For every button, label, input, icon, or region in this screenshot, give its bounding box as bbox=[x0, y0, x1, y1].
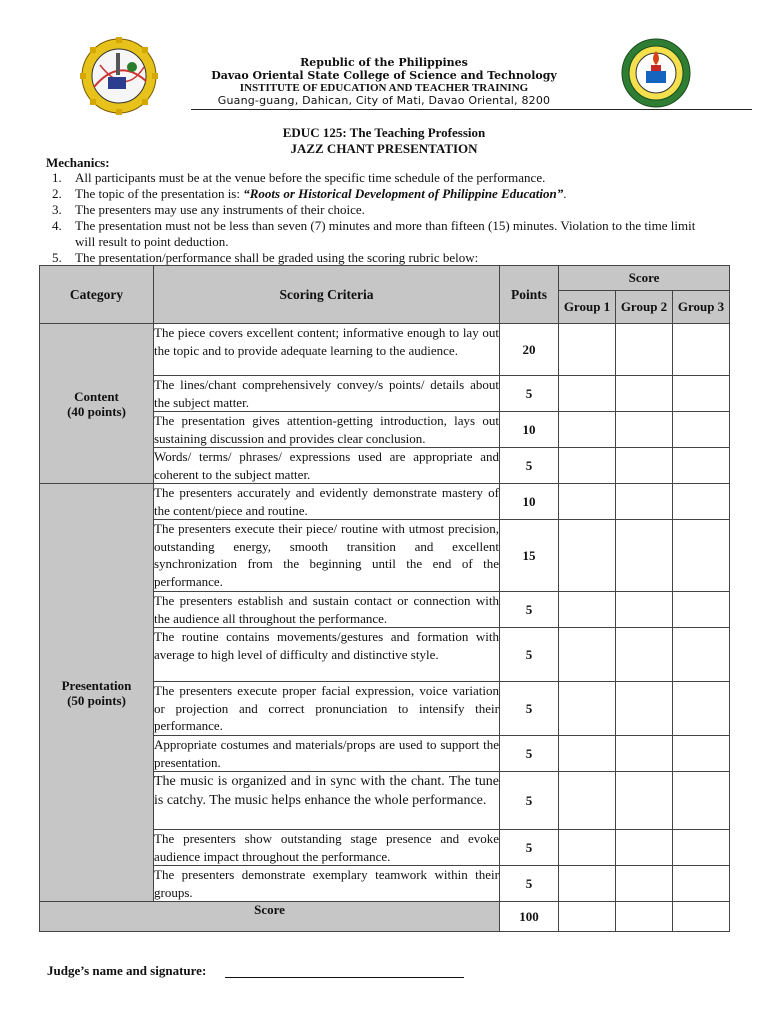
group-2-score-cell[interactable] bbox=[616, 682, 673, 736]
group-2-score-cell[interactable] bbox=[616, 866, 673, 902]
mechanics-item: 1. All participants must be at the venue before the specific time schedule of the performance. bbox=[52, 170, 546, 185]
group-1-score-cell[interactable] bbox=[559, 866, 616, 902]
criteria-cell: The presenters execute their piece/ routine with utmost precision, outstanding energy, smooth transition and excellent synchronization from the beginning until the end of the performance. bbox=[154, 520, 500, 592]
group-1-score-cell[interactable] bbox=[559, 520, 616, 592]
group-2-score-cell[interactable] bbox=[616, 736, 673, 772]
mechanics-heading: Mechanics: bbox=[46, 155, 110, 170]
category-header: Category bbox=[40, 266, 154, 324]
header-rule bbox=[191, 109, 752, 110]
mechanics-list bbox=[46, 170, 706, 266]
group-2-score-cell[interactable] bbox=[616, 324, 673, 376]
criteria-cell: The presenters show outstanding stage presence and evoke audience impact throughout the performance. bbox=[154, 831, 499, 864]
group-3-header: Group 3 bbox=[673, 291, 730, 324]
group-1-score-cell[interactable] bbox=[559, 772, 616, 830]
scoring-rubric-table bbox=[39, 265, 730, 932]
points-header: Points bbox=[500, 266, 559, 324]
group-2-score-cell[interactable] bbox=[616, 592, 673, 628]
group-2-score-cell[interactable] bbox=[616, 772, 673, 830]
signature-line[interactable] bbox=[225, 977, 464, 978]
points-cell: 5 bbox=[500, 830, 559, 866]
group-2-score-cell[interactable] bbox=[616, 520, 673, 592]
group-1-score-cell[interactable] bbox=[559, 376, 616, 412]
group-3-score-cell[interactable] bbox=[673, 830, 730, 866]
points-cell: 5 bbox=[500, 682, 559, 736]
group-3-score-cell[interactable] bbox=[673, 484, 730, 520]
group-1-score-cell[interactable] bbox=[559, 412, 616, 448]
criteria-cell: The presenters accurately and evidently demonstrate mastery of the content/piece and routine. bbox=[154, 485, 499, 518]
criteria-cell: The routine contains movements/gestures and formation with average to high level of difficulty and distinctive style. bbox=[154, 628, 500, 682]
group-3-score-cell[interactable] bbox=[673, 412, 730, 448]
points-cell: 5 bbox=[500, 376, 559, 412]
course-title: EDUC 125: The Teaching Profession bbox=[282, 125, 486, 140]
criteria-cell: The presentation gives attention-getting introduction, lays out sustaining discussion and provides clear conclusion. bbox=[154, 413, 499, 446]
group-3-score-cell[interactable] bbox=[673, 736, 730, 772]
criteria-cell: The presenters establish and sustain contact or connection with the audience all throughout the performance. bbox=[154, 593, 499, 626]
group-3-total-cell[interactable] bbox=[673, 902, 730, 932]
group-1-score-cell[interactable] bbox=[559, 484, 616, 520]
criteria-cell: Appropriate costumes and materials/props are used to support the presentation. bbox=[154, 737, 499, 770]
criteria-cell: The lines/chant comprehensively convey/s points/ details about the subject matter. bbox=[154, 377, 499, 410]
content-category: Content (40 points) bbox=[40, 324, 154, 484]
total-score-label: Score bbox=[40, 902, 500, 932]
criteria-cell: Words/ terms/ phrases/ expressions used are appropriate and coherent to the subject matter. bbox=[154, 449, 499, 482]
group-2-score-cell[interactable] bbox=[616, 412, 673, 448]
total-points-cell: 100 bbox=[500, 902, 559, 932]
group-3-score-cell[interactable] bbox=[673, 448, 730, 484]
institute-seal-icon bbox=[620, 37, 692, 109]
criteria-header: Scoring Criteria bbox=[154, 266, 500, 324]
group-3-score-cell[interactable] bbox=[673, 376, 730, 412]
group-1-score-cell[interactable] bbox=[559, 830, 616, 866]
points-cell: 5 bbox=[500, 866, 559, 902]
group-2-header: Group 2 bbox=[616, 291, 673, 324]
mechanics-item: 4. The presentation must not be less than seven (7) minutes and more than fifteen (15) minutes. Violation to the time limit will result to point deduction. bbox=[52, 218, 696, 249]
criteria-cell: The music is organized and in sync with the chant. The tune is catchy. The music helps enhance the whole performance. bbox=[154, 772, 500, 830]
mechanics-item: 2. The topic of the presentation is: “Roots or Historical Development of Philippine Education”. bbox=[52, 186, 567, 201]
group-3-score-cell[interactable] bbox=[673, 592, 730, 628]
group-3-score-cell[interactable] bbox=[673, 520, 730, 592]
group-2-score-cell[interactable] bbox=[616, 448, 673, 484]
college-name: Davao Oriental State College of Science and Technology bbox=[211, 68, 557, 82]
points-cell: 5 bbox=[500, 592, 559, 628]
group-1-score-cell[interactable] bbox=[559, 592, 616, 628]
points-cell: 15 bbox=[500, 520, 559, 592]
score-header: Score bbox=[559, 266, 730, 291]
points-cell: 20 bbox=[500, 324, 559, 376]
group-2-score-cell[interactable] bbox=[616, 484, 673, 520]
group-2-score-cell[interactable] bbox=[616, 376, 673, 412]
criteria-cell: The piece covers excellent content; informative enough to lay out the topic and to provide adequate learning to the audience. bbox=[154, 324, 500, 376]
institution-header bbox=[190, 57, 578, 107]
institute-name: INSTITUTE OF EDUCATION AND TEACHER TRAINING bbox=[239, 82, 529, 94]
group-3-score-cell[interactable] bbox=[673, 866, 730, 902]
group-1-score-cell[interactable] bbox=[559, 682, 616, 736]
points-cell: 10 bbox=[500, 412, 559, 448]
group-1-header: Group 1 bbox=[559, 291, 616, 324]
mechanics-item: 5. The presentation/performance shall be graded using the scoring rubric below: bbox=[52, 250, 479, 265]
group-3-score-cell[interactable] bbox=[673, 682, 730, 736]
group-2-score-cell[interactable] bbox=[616, 628, 673, 682]
group-3-score-cell[interactable] bbox=[673, 628, 730, 682]
address: Guang-guang, Dahican, City of Mati, Davao Oriental, 8200 bbox=[217, 93, 551, 107]
group-2-score-cell[interactable] bbox=[616, 830, 673, 866]
judge-signature-label: Judge’s name and signature: bbox=[47, 963, 207, 978]
points-cell: 5 bbox=[500, 772, 559, 830]
document-title: JAZZ CHANT PRESENTATION bbox=[290, 141, 478, 156]
criteria-cell: The presenters execute proper facial expression, voice variation or projection and correct pronunciation to intensify their performance. bbox=[154, 682, 500, 736]
group-3-score-cell[interactable] bbox=[673, 772, 730, 830]
points-cell: 5 bbox=[500, 448, 559, 484]
mechanics-item: 3. The presenters may use any instruments of their choice. bbox=[52, 202, 365, 217]
points-cell: 5 bbox=[500, 628, 559, 682]
presentation-category: Presentation (50 points) bbox=[40, 484, 154, 902]
points-cell: 5 bbox=[500, 736, 559, 772]
college-seal-icon bbox=[80, 37, 158, 115]
points-cell: 10 bbox=[500, 484, 559, 520]
criteria-cell: The presenters demonstrate exemplary teamwork within their groups. bbox=[154, 867, 499, 900]
group-3-score-cell[interactable] bbox=[673, 324, 730, 376]
presentation-topic: “Roots or Historical Development of Philippine Education” bbox=[243, 186, 564, 201]
group-1-total-cell[interactable] bbox=[559, 902, 616, 932]
group-1-score-cell[interactable] bbox=[559, 628, 616, 682]
group-1-score-cell[interactable] bbox=[559, 736, 616, 772]
group-1-score-cell[interactable] bbox=[559, 324, 616, 376]
republic-line: Republic of the Philippines bbox=[300, 56, 468, 69]
group-1-score-cell[interactable] bbox=[559, 448, 616, 484]
group-2-total-cell[interactable] bbox=[616, 902, 673, 932]
